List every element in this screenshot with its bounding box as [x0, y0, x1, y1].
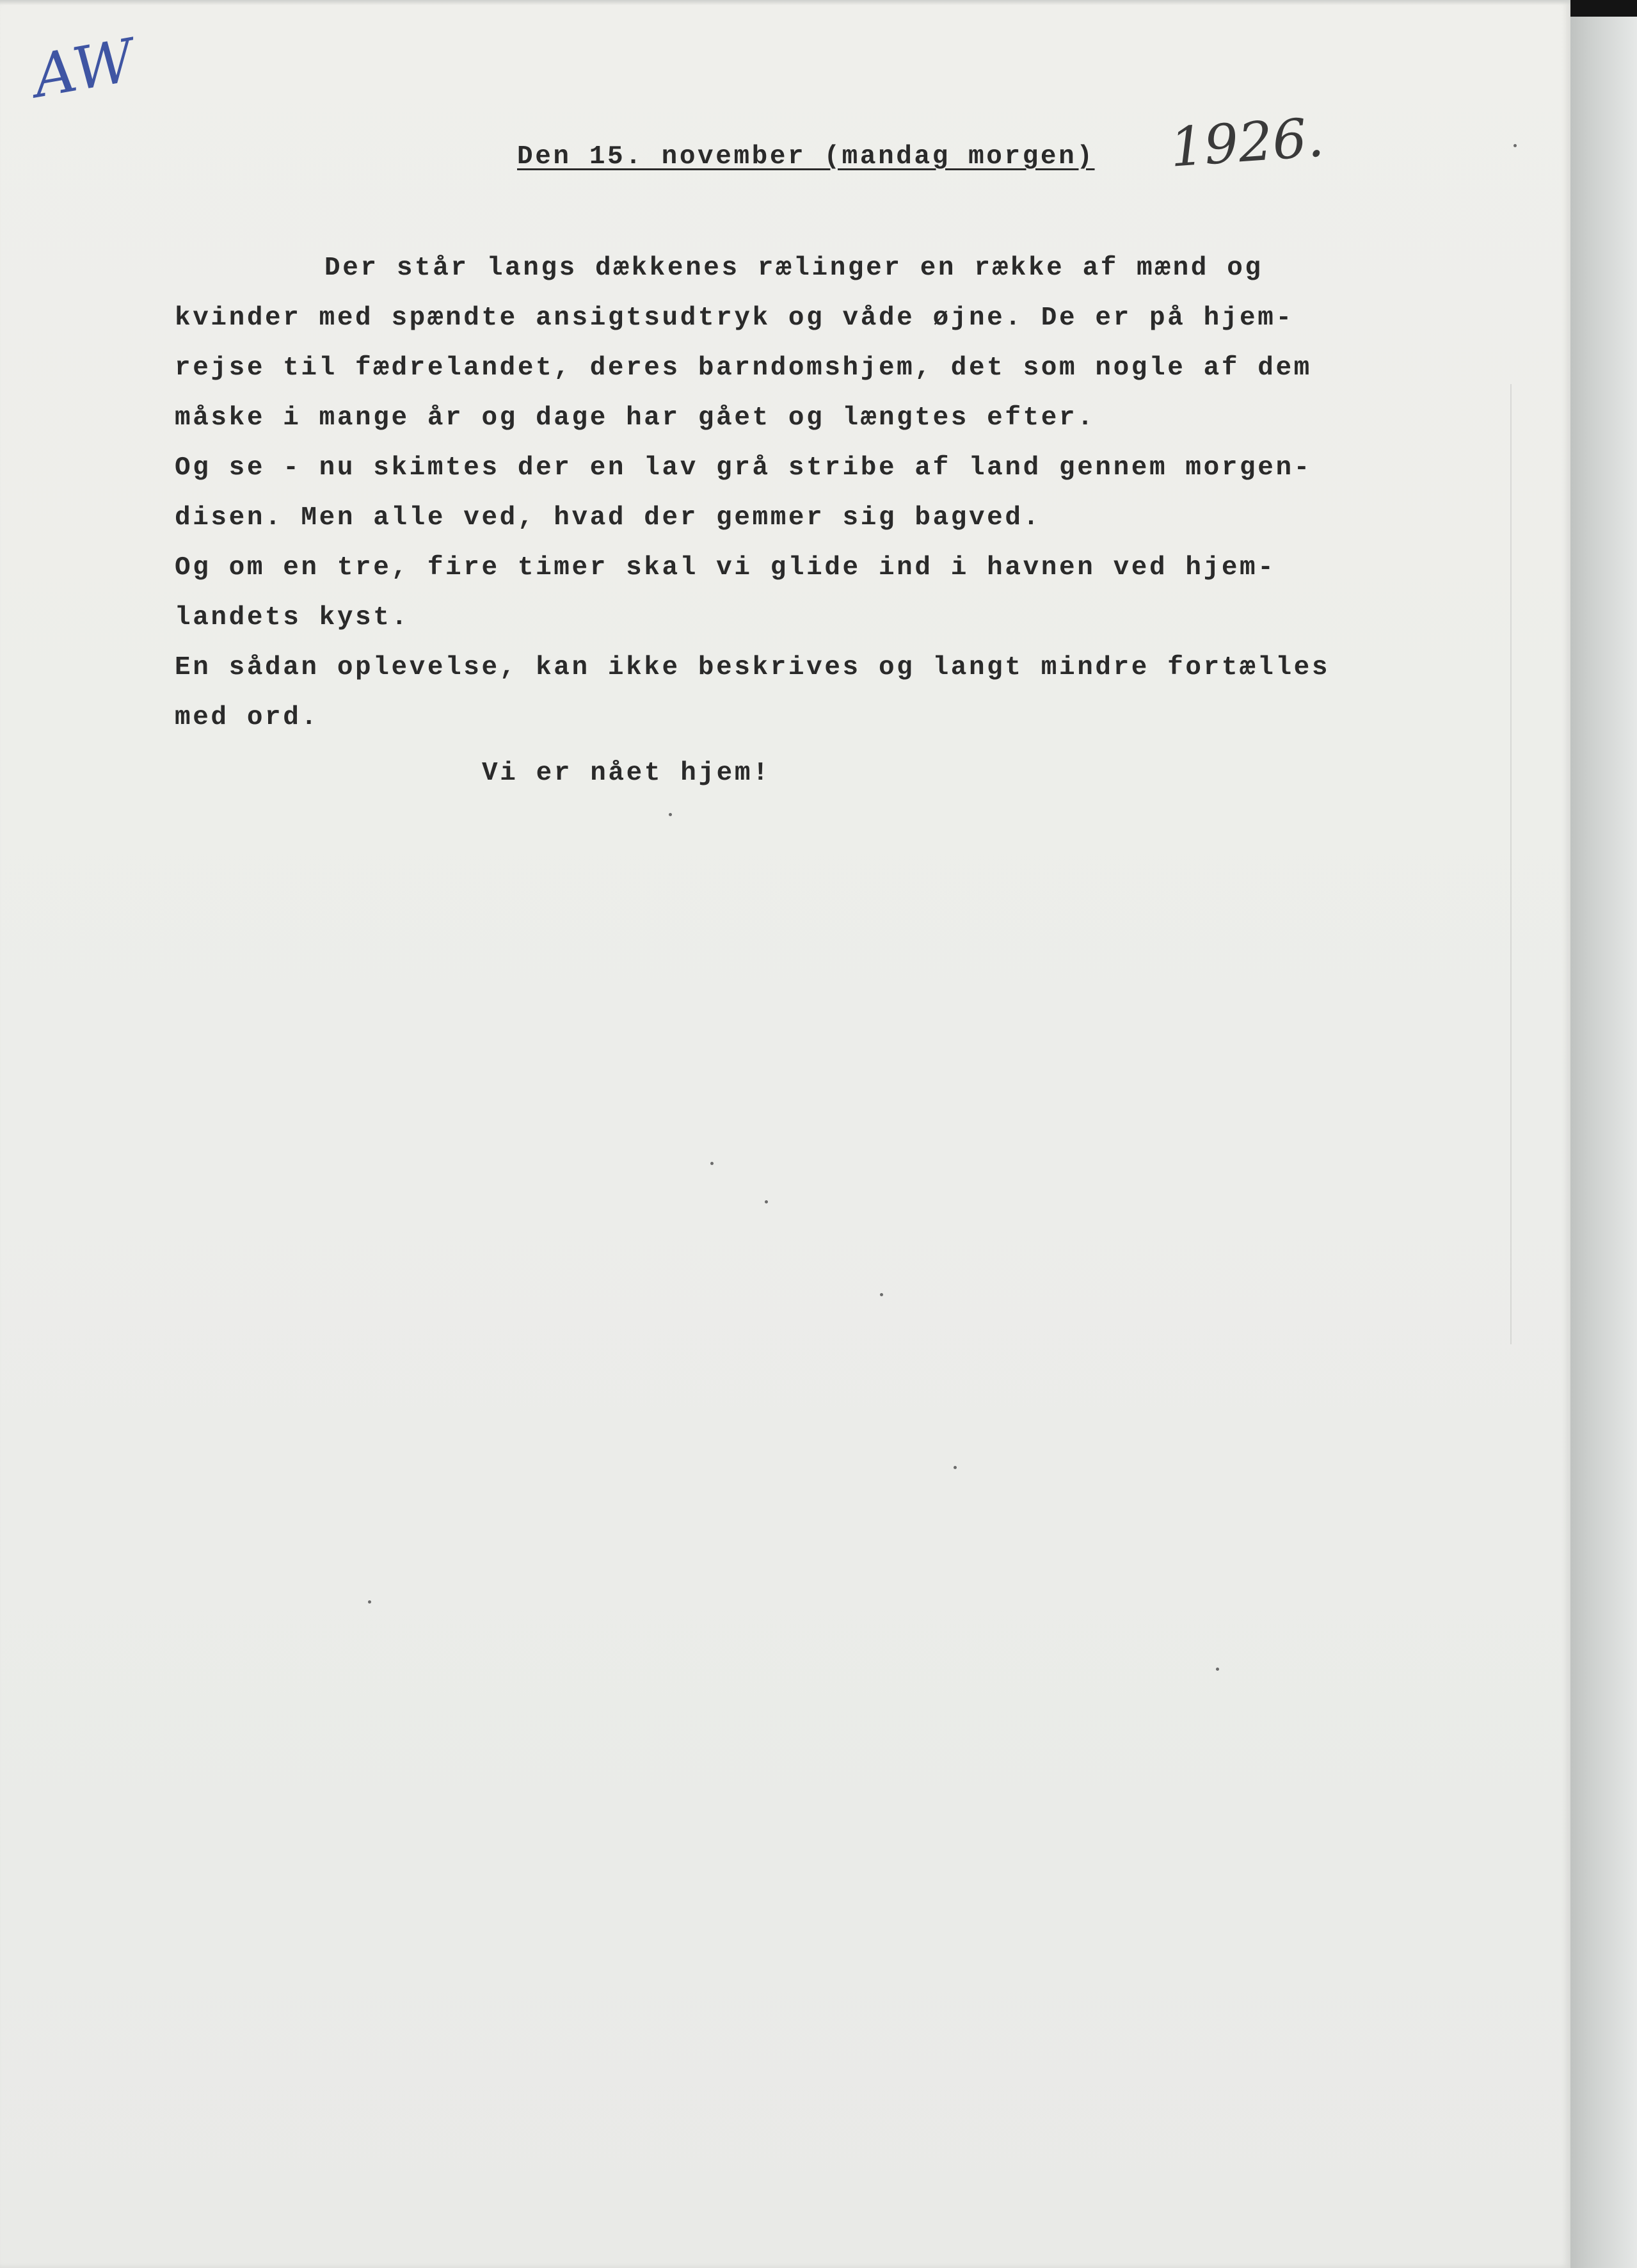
- body-line: disen. Men alle ved, hvad der gemmer sig bagved.: [175, 503, 1041, 533]
- letter-body: [175, 243, 1330, 743]
- handwritten-year: 1926.: [1168, 106, 1326, 179]
- paper-speck: [954, 1466, 957, 1469]
- body-line: måske i mange år og dage har gået og længtes efter.: [175, 403, 1096, 433]
- letter-heading: Den 15. november (mandag morgen): [517, 142, 1095, 172]
- body-line: rejse til fædrelandet, deres barndomshjem, det som nogle af dem: [175, 353, 1312, 383]
- scanner-edge: [1570, 0, 1637, 17]
- handwritten-initials: AW: [28, 26, 140, 111]
- body-line: Og om en tre, fire timer skal vi glide ind i havnen ved hjem-: [175, 553, 1276, 583]
- paper-speck: [1513, 144, 1517, 147]
- body-line: kvinder med spændte ansigtsudtryk og våde øjne. De er på hjem-: [175, 303, 1294, 333]
- body-line: En sådan oplevelse, kan ikke beskrives og langt mindre fortælles: [175, 653, 1330, 682]
- body-line: med ord.: [175, 703, 319, 732]
- paper-speck: [1216, 1668, 1219, 1671]
- paper-speck: [710, 1162, 714, 1165]
- body-line: Og se - nu skimtes der en lav grå stribe af land gennem morgen-: [175, 453, 1312, 483]
- letter-closing: Vi er nået hjem!: [482, 759, 771, 788]
- page-crease: [1510, 384, 1512, 1344]
- page-top-edge: [0, 0, 1570, 5]
- paper-speck: [669, 813, 672, 816]
- body-line: Der står langs dækkenes rælinger en række af mænd og: [324, 253, 1263, 283]
- scanner-background: [1570, 0, 1637, 2268]
- paper-speck: [368, 1600, 371, 1604]
- paper-speck: [880, 1293, 883, 1296]
- body-line: landets kyst.: [175, 603, 410, 632]
- paper-speck: [765, 1200, 768, 1203]
